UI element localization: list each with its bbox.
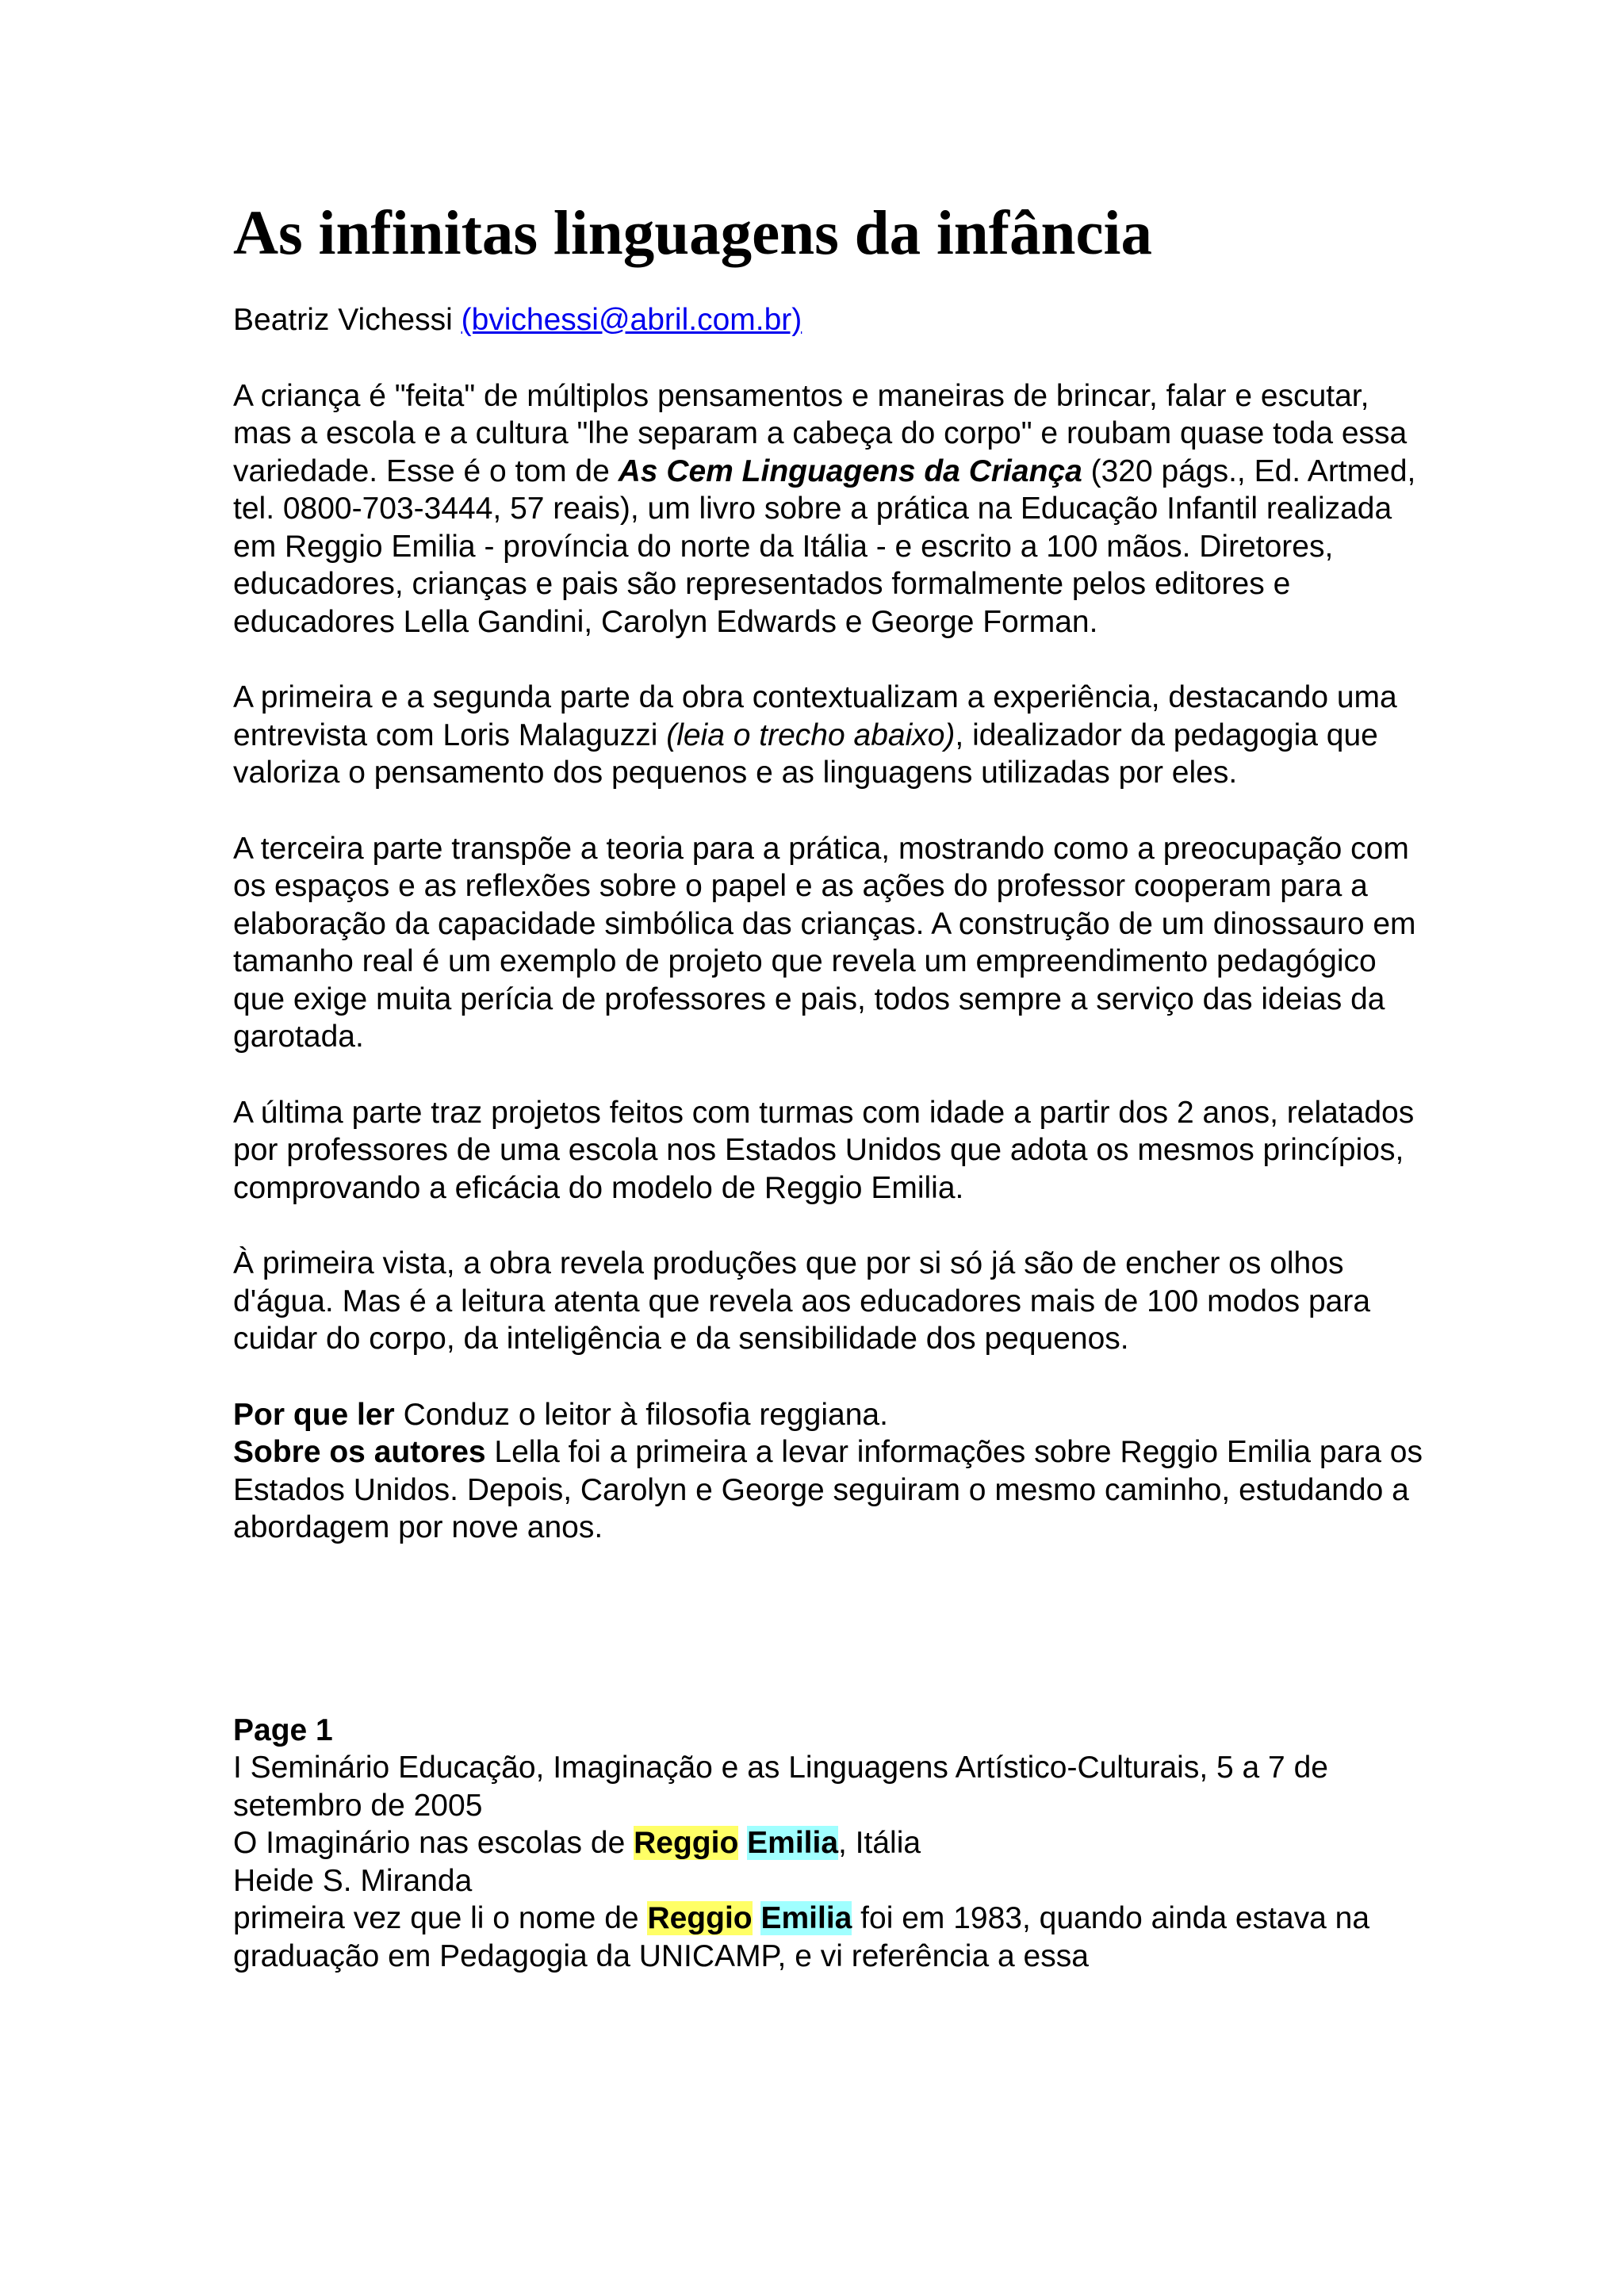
excerpt-note: (leia o trecho abaixo) bbox=[666, 718, 956, 752]
why-read bbox=[233, 1396, 1423, 1434]
paragraph-first-view: À primeira vista, a obra revela produções que por si só já são de encher os olhos d'água. Mas é a leitura atenta que revela aos educadores mais de 100 modos para cuidar do corpo, da inteligência e da sensibilidade dos pequenos. bbox=[233, 1246, 1371, 1356]
author-email-link[interactable]: (bvichessi@abril.com.br) bbox=[461, 303, 802, 337]
seminar-title: I Seminário Educação, Imaginação e as Linguagens Artístico-Culturais, 5 a 7 de setembro de 2005 bbox=[233, 1751, 1328, 1823]
paragraph-intro-text-a: A criança é "feita" de múltiplos pensamentos e maneiras de brincar, falar e escutar, mas a escola e a cultura "lhe separam a cabeça do corpo" e roubam quase toda essa variedade. Esse é o tom de bbox=[233, 378, 1408, 488]
why-read-text: Conduz o leitor à filosofia reggiana. bbox=[394, 1397, 888, 1432]
excerpt-heading-prefix: O Imaginário nas escolas de bbox=[233, 1826, 634, 1860]
paragraph-structure-text-b: , idealizador da pedagogia que valoriza o pensamento dos pequenos e as linguagens utilizadas por eles. bbox=[233, 718, 1378, 790]
highlight-term-emilia-2: Emilia bbox=[760, 1901, 852, 1935]
author-name: Beatriz Vichessi bbox=[233, 303, 453, 337]
excerpt-text bbox=[233, 1900, 1423, 1975]
excerpt-text-suffix: foi em 1983, quando ainda estava na graduação em Pedagogia da UNICAMP, e vi referência a essa bbox=[233, 1901, 1370, 1973]
byline bbox=[233, 301, 1423, 339]
book-info bbox=[233, 1396, 1423, 1547]
why-read-label: Por que ler bbox=[233, 1397, 395, 1432]
excerpt-heading bbox=[233, 1824, 1423, 1862]
paragraph-third-part: A terceira parte transpõe a teoria para a prática, mostrando como a preocupação com os espaços e as reflexões sobre o papel e as ações do professor cooperam para a elaboração da capacidade simbólica das crianças. A construção de um dinossauro em tamanho real é um exemplo de projeto que revela um empreendimento pedagógico que exige muita perícia de professores e pais, todos sempre a serviço das ideias da garotada. bbox=[233, 831, 1416, 1054]
highlight-term-emilia: Emilia bbox=[747, 1826, 839, 1860]
paragraph-last-part: A última parte traz projetos feitos com turmas com idade a partir dos 2 anos, relatados por professores de uma escola nos Estados Unidos que adota os mesmos princípios, comprovando a eficácia do modelo de Reggio Emilia. bbox=[233, 1095, 1415, 1205]
paragraph-intro bbox=[233, 377, 1423, 641]
paragraph-structure bbox=[233, 679, 1423, 792]
article-title: As infinitas linguagens da infância bbox=[233, 199, 1152, 268]
excerpt-text-prefix: primeira vez que li o nome de bbox=[233, 1901, 648, 1935]
about-authors bbox=[233, 1433, 1423, 1547]
highlight-term-reggio: Reggio bbox=[634, 1826, 739, 1860]
page-label: Page 1 bbox=[233, 1712, 333, 1747]
excerpt-author: Heide S. Miranda bbox=[233, 1863, 473, 1898]
paragraph-structure-text-a: A primeira e a segunda parte da obra contextualizam a experiência, destacando uma entrevista com Loris Malaguzzi bbox=[233, 680, 1397, 752]
document-page bbox=[233, 198, 1423, 1975]
excerpt-heading-suffix: , Itália bbox=[838, 1826, 921, 1860]
highlight-term-reggio-2: Reggio bbox=[647, 1901, 753, 1935]
about-authors-text: Lella foi a primeira a levar informações sobre Reggio Emilia para os Estados Unidos. Depois, Carolyn e George seguiram o mesmo caminho, estudando a abordagem por nove anos. bbox=[233, 1435, 1423, 1544]
about-authors-label: Sobre os autores bbox=[233, 1435, 486, 1469]
cached-page-excerpt bbox=[233, 1712, 1423, 1976]
paragraph-intro-text-b: (320 págs., Ed. Artmed, tel. 0800-703-3444, 57 reais), um livro sobre a prática na Educação Infantil realizada em Reggio Emilia - província do norte da Itália - e escrito a 100 mãos. Diretores, educadores, crianças e pais são representados formalmente pelos editores e educadores Lella Gandini, Carolyn Edwards e George Forman. bbox=[233, 453, 1416, 639]
book-title: As Cem Linguagens da Criança bbox=[618, 453, 1082, 488]
